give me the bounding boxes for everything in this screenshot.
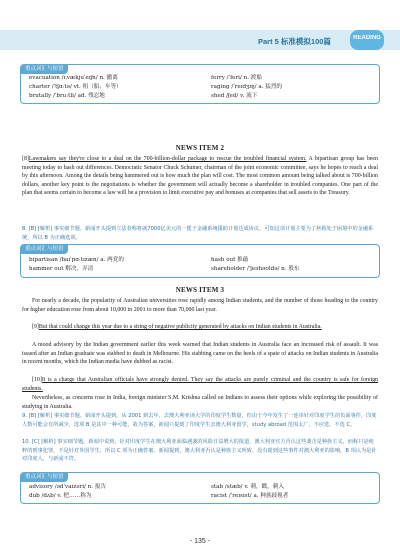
vocab-term: ferry /ˈferi/ n. 渡船 (211, 75, 262, 81)
paragraph-text: A bipartisan group has been meeting today to hash out differences. Democratic Senator Chuck Schumer, chairman of the joint economic committee, says he hopes to reach a deal by this afternoon. Among the details being hammered out is how much the plan will cost. The most common amount being talked about is 700-billion dollars, another key point is the negotiations is whether the government will actually become a shareholder in troubled companies. One part of the plan that seems certain to become a law will be a provision to limit executive pay and bonuses at companies that sell assets to the Treasury. (22, 156, 378, 197)
vocab-box-3 (20, 472, 380, 504)
vocab-box-2 (20, 244, 380, 278)
news-item-3-paragraph-5: Nevertheless, as concerns rose in India, foreign minister S.M. Krishna called on Indians to assess their options while exploring the possibility of studying in Australia. (22, 395, 378, 410)
vocab-term: racist /ˈreɪsɪst/ a. 种族歧视者 (211, 493, 289, 499)
logo-text: READING (353, 35, 381, 41)
vocab-heading: 重点词汇与短语 (21, 245, 68, 254)
paragraph-number: [8] (22, 156, 29, 162)
vocab-term: dub /dʌb/ v. 把……称为 (29, 493, 92, 499)
vocab-term: bipartisan /baɪˈpɑːtɪzæn/ a. 两党的 (29, 257, 124, 263)
paragraph-number: [9] (32, 324, 39, 330)
vocab-heading: 重点词汇与短语 (21, 473, 68, 482)
vocab-term: hammer out 解决，弄清 (29, 266, 94, 272)
vocab-term: shareholder /ˈʃeəhəʊldə/ n. 股东 (211, 266, 300, 272)
underlined-answer-text: But that could change this year due to a string of negative publicity generated by attacks on Indian students in Australia. (38, 324, 322, 330)
news-item-3-title: NEWS ITEM 3 (175, 286, 225, 294)
news-item-3-paragraph-2 (22, 323, 378, 332)
vocab-term: hash out 推敲 (211, 257, 249, 263)
news-item-3-paragraph-1: For nearly a decade, the popularity of Australian universities rose rapidly among Indian students, and the number of those heading to the country for higher education rose from about 10,000 in 2001 to more than 70,000 last year. (22, 298, 378, 313)
vocab-box-1 (20, 64, 380, 104)
page-number: - 135 - (189, 538, 211, 545)
answer-note-10: 10. [C] [解析] 事实细节题。新闻中说到，针对印度学生在澳大利亚面临遇袭的风险日益增大的报道，澳大利亚官方否认这些袭击是种族主义，而称只是纯粹的刑事犯罪，不是针对外国学生，所以 C 项为正确答案。新闻提到，澳大利亚否认是种族主义所致，没有提到这些事件对澳大利亚的影响，B 项认为是针对印度人，与新闻不符。 (22, 439, 377, 463)
vocab-term: stab /stæb/ v. 刺，戳，刺入 (211, 484, 284, 490)
news-item-3-paragraph-3: A mood advisory by the Indian government earlier this week warned that Indian students in Australia face an increased risk of assault. It was issued after an Indian graduate was stabbed to death in Melbourne. His stabbing came on the heels of a spate of attacks on Indian students in Australia in recent months, which the Indian media have dubbed as racist. (22, 342, 378, 366)
vocab-term: raging /ˈreɪdʒɪŋ/ a. 猛烈的 (211, 84, 283, 90)
paragraph-number: [10] (32, 377, 42, 383)
vocab-term: advisory /ədˈvaɪzəri/ n. 报告 (29, 484, 107, 490)
underlined-answer-text: Lawmakers say they're close to a deal on the 700-billion-dollar package to rescue the troubled financial system. (28, 156, 307, 162)
news-item-2-paragraph (22, 155, 378, 198)
vocab-term: brutally /ˈbruːtli/ ad. 残忍地 (29, 93, 105, 99)
underlined-answer-text: It is a charge that Australian officials have strongly denied. They say the attacks are purely criminal and the country is safe for foreign students. (22, 377, 378, 392)
vocab-heading: 重点词汇与短语 (21, 65, 68, 74)
news-item-2-title: NEWS ITEM 2 (175, 144, 225, 152)
news-item-3-paragraph-4 (22, 376, 378, 393)
vocab-term: shed /ʃed/ v. 流下 (211, 93, 258, 99)
vocab-term: evacuation /ɪˌvækjuˈeɪʃn/ n. 撤离 (29, 75, 118, 81)
vocab-term: charter /ˈtʃɑːtə/ vt. 租（船、车等） (29, 84, 122, 90)
answer-note-9: 9. [B] [解析] 事实细节题。新闻开头提到，从 2001 到去年，去澳大利亚读大学的印度学生数量，但由于今年发生了一连串针对印度学生的负面事件，印度人数可能会有所减少，选项 B 是其中一种可能，故为答案，新闻只提到了印度学生去澳大利亚留学，study abroad 范围太广，不应选，不选 C。 (22, 413, 377, 428)
part-label: Part 5 标准模拟100篇 (258, 37, 331, 46)
header-band (0, 30, 400, 50)
answer-note-8: 8. [B] [解析] 事实细节题。新闻开头提到立法者称将就7000亿美元的一揽子金融系统援助计划达成协议，可知这项计划主要为了拯救处于困境中的金融系统，所以 B 为正确选项。 (22, 226, 374, 241)
